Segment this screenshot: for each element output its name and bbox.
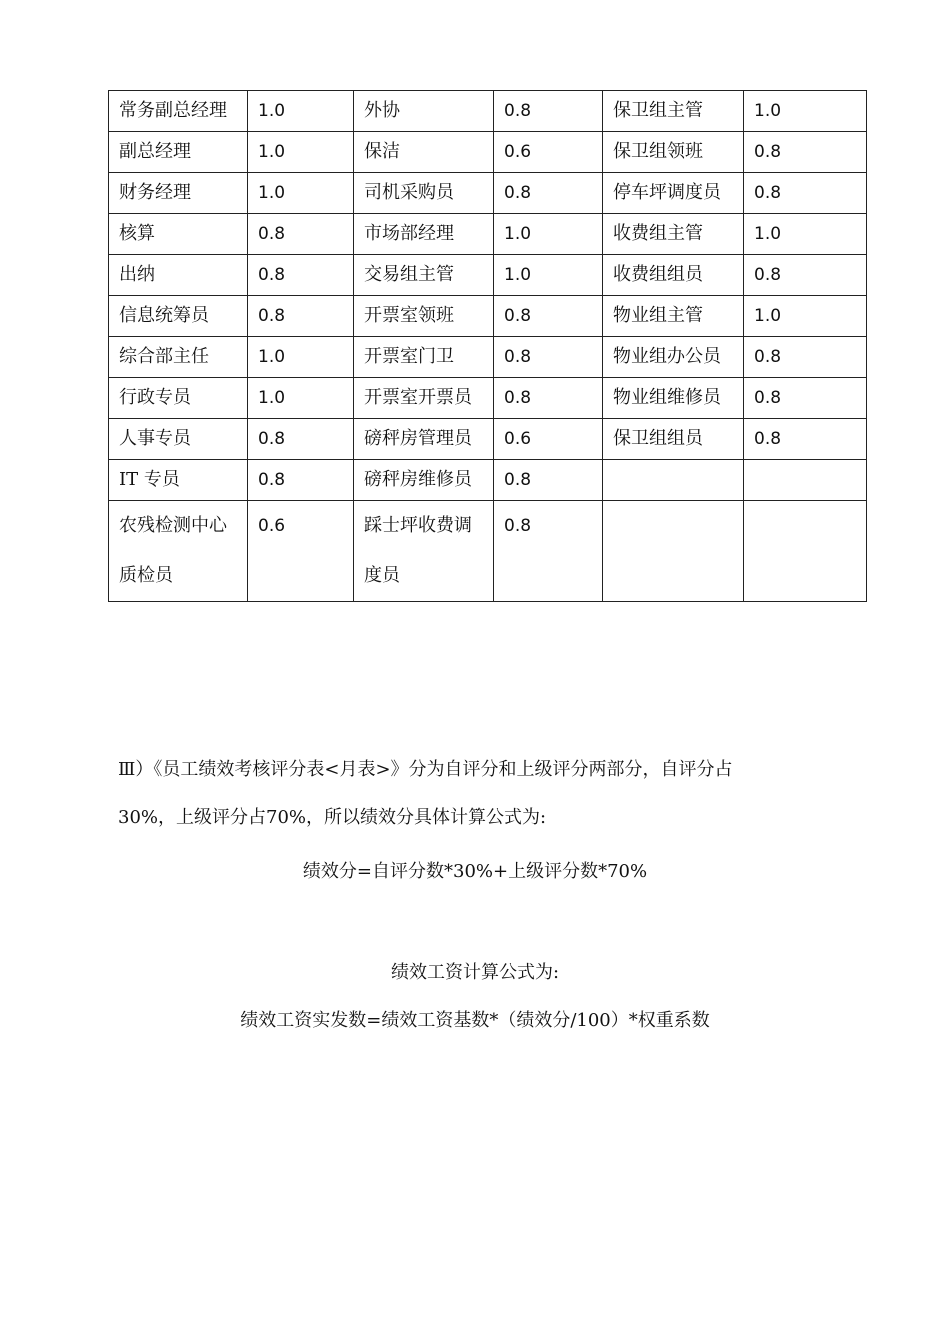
position-name: 信息统筹员 (119, 305, 209, 326)
position-cell (603, 173, 744, 214)
coefficient-cell (744, 173, 867, 214)
coefficient-value: 0.8 (258, 306, 286, 326)
position-name: 常务副总经理 (119, 100, 227, 121)
position-cell (603, 132, 744, 173)
position-name: 外协 (364, 100, 400, 121)
position-name: 司机采购员 (364, 182, 454, 203)
position-cell (603, 255, 744, 296)
position-cell (354, 173, 494, 214)
coefficient-value: 0.8 (504, 388, 532, 408)
table-row (109, 214, 867, 255)
coefficient-cell (744, 378, 867, 419)
weight-coefficient-table (108, 90, 867, 602)
coefficient-cell (494, 173, 603, 214)
coefficient-cell (494, 296, 603, 337)
position-name: 行政专员 (119, 387, 191, 408)
table-row (109, 378, 867, 419)
coefficient-value: 0.8 (754, 347, 782, 367)
position-cell (354, 378, 494, 419)
position-cell (603, 419, 744, 460)
coefficient-value: 0.8 (754, 183, 782, 203)
coefficient-cell (744, 501, 867, 602)
position-cell (603, 337, 744, 378)
coefficient-cell (744, 91, 867, 132)
coefficient-cell (744, 419, 867, 460)
position-name: 收费组组员 (613, 264, 703, 285)
position-name: 停车坪调度员 (613, 182, 721, 203)
table-row (109, 296, 867, 337)
coefficient-value: 0.8 (504, 183, 532, 203)
coefficient-value: 0.8 (504, 101, 532, 121)
coefficient-cell (494, 419, 603, 460)
coefficient-value: 0.8 (754, 429, 782, 449)
coefficient-cell (248, 337, 354, 378)
coefficient-value: 0.8 (504, 347, 532, 367)
coefficient-value: 1.0 (258, 101, 286, 121)
position-cell (109, 378, 248, 419)
coefficient-value: 0.6 (504, 142, 532, 162)
position-name: 物业组维修员 (613, 387, 721, 408)
table-row (109, 460, 867, 501)
coefficient-value: 1.0 (754, 224, 782, 244)
position-name: 保卫组领班 (613, 141, 703, 162)
table-row (109, 337, 867, 378)
coefficient-value: 1.0 (504, 224, 532, 244)
position-cell (354, 214, 494, 255)
position-cell (109, 460, 248, 501)
coefficient-cell (744, 337, 867, 378)
salary-formula: 绩效工资实发数=绩效工资基数*（绩效分/100）*权重系数 (240, 1010, 710, 1031)
position-cell (603, 296, 744, 337)
performance-score-formula: 绩效分=自评分数*30%+上级评分数*70% (302, 861, 648, 882)
position-cell (354, 91, 494, 132)
coefficient-value: 0.8 (258, 429, 286, 449)
position-name: 副总经理 (119, 141, 191, 162)
coefficient-cell (494, 132, 603, 173)
coefficient-cell (248, 173, 354, 214)
coefficient-cell (494, 337, 603, 378)
coefficient-cell (744, 255, 867, 296)
position-name: 人事专员 (119, 428, 191, 449)
position-cell (354, 296, 494, 337)
position-name: 交易组主管 (364, 264, 454, 285)
coefficient-cell (494, 378, 603, 419)
coefficient-cell (494, 255, 603, 296)
position-cell (109, 419, 248, 460)
position-name: 开票室门卫 (364, 346, 454, 367)
position-name: 开票室领班 (364, 305, 454, 326)
position-cell (354, 419, 494, 460)
position-cell (354, 501, 494, 602)
paragraph-line-2: 30%，上级评分占70%，所以绩效分具体计算公式为: (118, 807, 547, 828)
position-name: 物业组办公员 (613, 346, 721, 367)
coefficient-cell (494, 214, 603, 255)
coefficient-cell (494, 91, 603, 132)
position-name-continued: 度员 (364, 565, 400, 586)
position-cell (109, 132, 248, 173)
coefficient-cell (248, 460, 354, 501)
coefficient-cell (744, 214, 867, 255)
position-name: 财务经理 (119, 182, 191, 203)
position-name: 出纳 (119, 264, 155, 285)
coefficient-cell (248, 91, 354, 132)
coefficient-cell (248, 255, 354, 296)
position-cell (354, 132, 494, 173)
coefficient-value: 0.8 (754, 388, 782, 408)
table-row (109, 501, 867, 602)
position-name: 磅秤房管理员 (364, 428, 472, 449)
position-name: 保卫组组员 (613, 428, 703, 449)
position-cell (603, 91, 744, 132)
table-row (109, 91, 867, 132)
coefficient-cell (744, 460, 867, 501)
position-name: 踩士坪收费调 (364, 515, 472, 536)
table-row (109, 419, 867, 460)
coefficient-value: 1.0 (754, 101, 782, 121)
coefficient-cell (248, 501, 354, 602)
coefficient-value: 1.0 (258, 142, 286, 162)
position-cell (603, 214, 744, 255)
position-cell (354, 460, 494, 501)
salary-formula-heading: 绩效工资计算公式为: (390, 962, 560, 983)
position-name: IT 专员 (119, 469, 180, 490)
coefficient-value: 0.8 (258, 224, 286, 244)
position-name: 农残检测中心 (119, 515, 227, 536)
position-name: 磅秤房维修员 (364, 469, 472, 490)
position-name: 综合部主任 (119, 346, 209, 367)
position-name: 核算 (119, 223, 155, 244)
position-cell (603, 378, 744, 419)
coefficient-value: 1.0 (754, 306, 782, 326)
position-cell (603, 460, 744, 501)
position-cell (109, 255, 248, 296)
position-name-continued: 质检员 (119, 565, 173, 586)
coefficient-value: 1.0 (258, 183, 286, 203)
coefficient-cell (744, 132, 867, 173)
position-name: 保洁 (364, 141, 400, 162)
coefficient-value: 0.8 (504, 306, 532, 326)
coefficient-value: 1.0 (258, 347, 286, 367)
coefficient-value: 1.0 (504, 265, 532, 285)
coefficient-cell (494, 501, 603, 602)
coefficient-value: 0.8 (258, 265, 286, 285)
coefficient-value: 1.0 (258, 388, 286, 408)
position-name: 市场部经理 (364, 223, 454, 244)
coefficient-cell (248, 419, 354, 460)
coefficient-value: 0.8 (504, 516, 532, 536)
coefficient-value: 0.6 (258, 516, 286, 536)
table-row (109, 173, 867, 214)
position-name: 保卫组主管 (613, 100, 703, 121)
coefficient-cell (744, 296, 867, 337)
table-row (109, 255, 867, 296)
coefficient-cell (248, 214, 354, 255)
position-cell (109, 214, 248, 255)
position-cell (109, 337, 248, 378)
position-name: 收费组主管 (613, 223, 703, 244)
position-name: 开票室开票员 (364, 387, 472, 408)
table-body (109, 91, 867, 602)
table-row (109, 132, 867, 173)
position-cell (109, 296, 248, 337)
coefficient-value: 0.8 (258, 470, 286, 490)
coefficient-value: 0.8 (504, 470, 532, 490)
position-cell (603, 501, 744, 602)
position-cell (109, 91, 248, 132)
paragraph-line-1: Ⅲ）《员工绩效考核评分表<月表>》分为自评分和上级评分两部分，自评分占 (118, 759, 733, 780)
position-name: 物业组主管 (613, 305, 703, 326)
position-cell (354, 337, 494, 378)
position-cell (109, 501, 248, 602)
coefficient-cell (248, 132, 354, 173)
coefficient-cell (248, 378, 354, 419)
position-cell (354, 255, 494, 296)
coefficient-cell (494, 460, 603, 501)
coefficient-value: 0.8 (754, 265, 782, 285)
position-cell (109, 173, 248, 214)
coefficient-value: 0.8 (754, 142, 782, 162)
coefficient-value: 0.6 (504, 429, 532, 449)
coefficient-cell (248, 296, 354, 337)
